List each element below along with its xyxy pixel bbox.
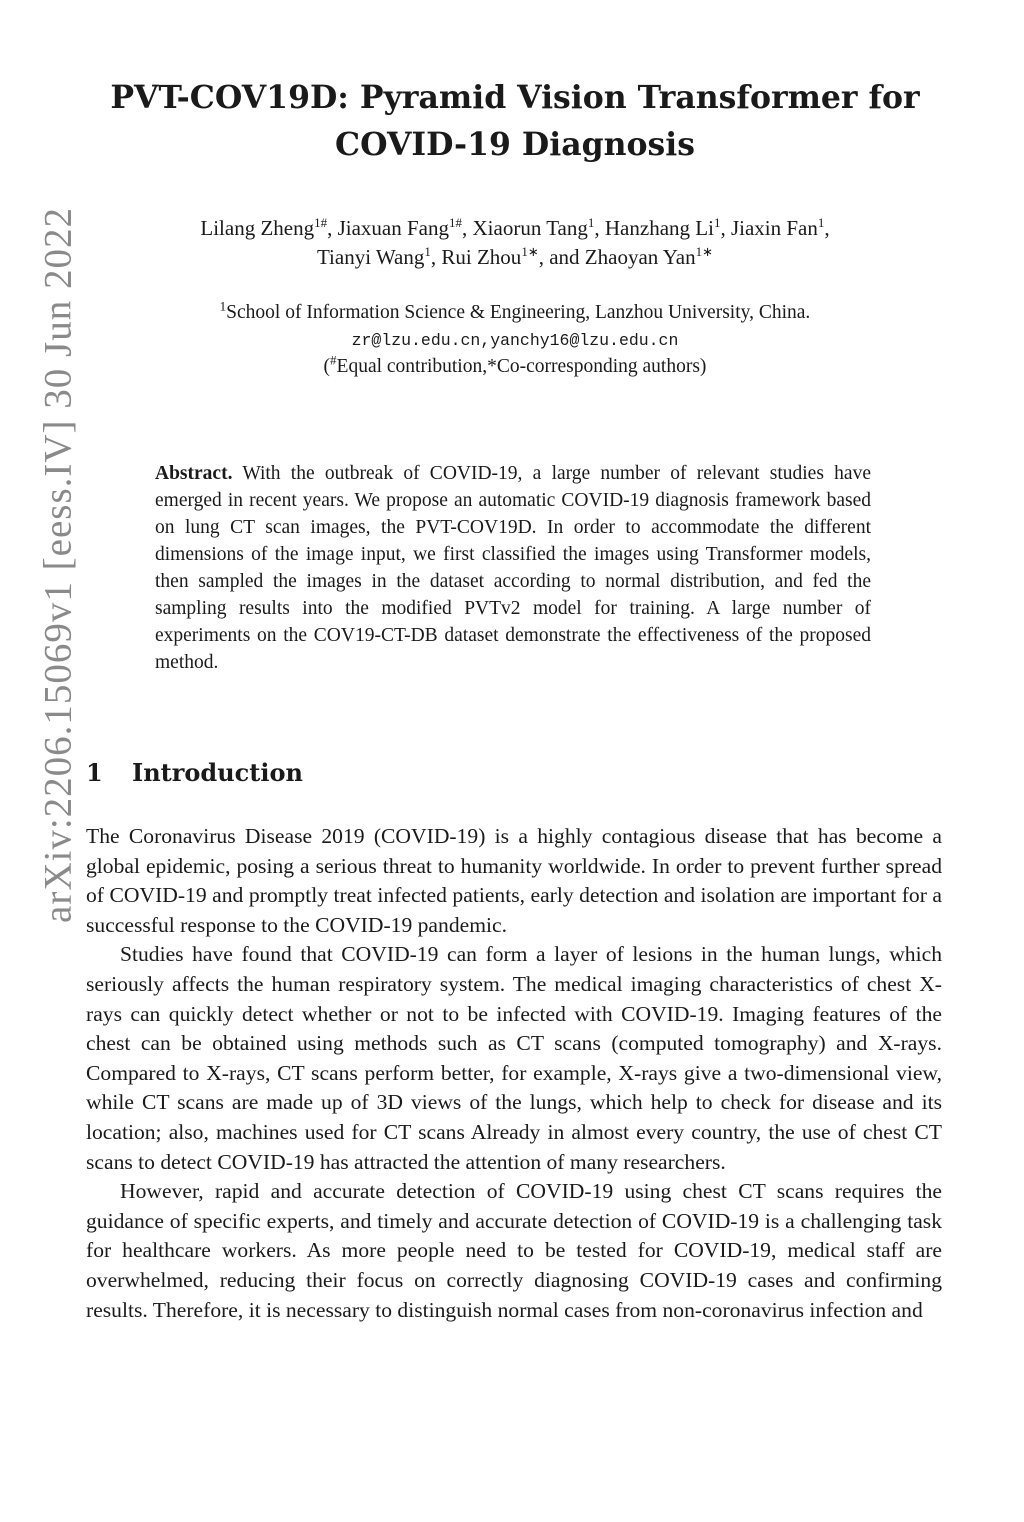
paragraph: Studies have found that COVID-19 can form a layer of lesions in the human lungs, which seriously affects the human respiratory system. The medical imaging characteristics of chest X-rays can quickly detect whether or not to be infected with COVID-19. Imaging features of the chest can be obtained using methods such as CT scans (computed tomography) and X-rays. Compared to X-rays, CT scans perform better, for example, X-rays give a two-dimensional view, while CT scans are made up of 3D views of the lungs, which help to check for disease and its location; also, machines used for CT scans Already in almost every country, the use of chest CT scans to detect COVID-19 has attracted the attention of many researchers. (86, 942, 942, 1174)
paper-title: PVT-COV19D: Pyramid Vision Transformer for COVID-19 Diagnosis (110, 79, 920, 163)
contribution-note (80, 354, 950, 380)
author-name: Hanzhang Li (604, 216, 714, 240)
abstract-text: With the outbreak of COVID-19, a large number of relevant studies have emerged in recent years. We propose an automatic COVID-19 diagnosis framework based on lung CT scan images, the PVT-COV19D. In order to accommodate the different dimensions of the image input, we first classified the images using Transformer models, then sampled the images in the dataset according to normal distribution, and fed the sampling results into the modified PVTv2 model for training. A large number of experiments on the COV19-CT-DB dataset demonstrate the effectiveness of the proposed method. (155, 463, 871, 673)
author-separator: , (594, 216, 605, 240)
affiliation-marker: 1 (219, 298, 227, 314)
author-separator: , (462, 216, 473, 240)
paragraph: The Coronavirus Disease 2019 (COVID-19) is a highly contagious disease that has become a global epidemic, posing a serious threat to humanity worldwide. In order to prevent further spread of COVID-19 and promptly treat infected patients, early detection and isolation are important for a successful response to the COVID-19 pandemic. (86, 824, 942, 937)
author-separator: , (720, 216, 731, 240)
contribution-marker: # (330, 352, 337, 368)
abstract-label: Abstract. (155, 463, 233, 484)
contribution-open: ( (323, 356, 331, 377)
abstract (155, 460, 871, 676)
contact-emails: zr@lzu.edu.cn,yanchy16@lzu.edu.cn (351, 331, 679, 350)
section-body (86, 822, 942, 1325)
author-separator: , (430, 245, 442, 269)
author-name: Lilang Zheng (200, 216, 315, 240)
author-name: Jiaxin Fan (730, 216, 818, 240)
author-affiliation-marker: 1∗ (695, 244, 714, 259)
section-title: Introduction (132, 758, 303, 787)
author-name: Rui Zhou (441, 245, 522, 269)
author-affiliation-marker: 1∗ (521, 244, 539, 259)
author-name: Tianyi Wang (316, 245, 425, 269)
contribution-text: Equal contribution,*Co-corresponding authors) (336, 356, 707, 377)
author-separator: , and (538, 245, 585, 269)
affiliation-text: School of Information Science & Engineering, Lanzhou University, China. (226, 302, 811, 323)
affiliation (80, 300, 950, 326)
author-list (80, 214, 950, 272)
author-name: Xiaorun Tang (472, 216, 588, 240)
author-affiliation-marker: 1 (424, 244, 431, 259)
author-separator: , (824, 216, 830, 240)
section-number: 1 (86, 758, 103, 787)
author-affiliation-marker: 1# (314, 215, 328, 230)
author-affiliation-marker: 1 (587, 215, 595, 230)
arxiv-identifier-stamp: arXiv:2206.15069v1 [eess.IV] 30 Jun 2022 (36, 207, 80, 923)
author-separator: , (327, 216, 338, 240)
author-name: Zhaoyan Yan (584, 245, 696, 269)
author-line-2 (80, 243, 950, 272)
author-affiliation-marker: 1 (817, 215, 825, 230)
author-name: Jiaxuan Fang (337, 216, 450, 240)
paragraph: However, rapid and accurate detection of COVID-19 using chest CT scans requires the guidance of specific experts, and timely and accurate detection of COVID-19 is a challenging task for healthcare workers. As more people need to be tested for COVID-19, medical staff are overwhelmed, reducing their focus on correctly diagnosing COVID-19 cases and confirming results. Therefore, it is necessary to distinguish normal cases from non-coronavirus infection and (86, 1179, 942, 1322)
author-affiliation-marker: 1# (449, 215, 463, 230)
author-line-1 (80, 214, 950, 243)
section-heading (86, 756, 946, 790)
author-affiliation-marker: 1 (713, 215, 721, 230)
